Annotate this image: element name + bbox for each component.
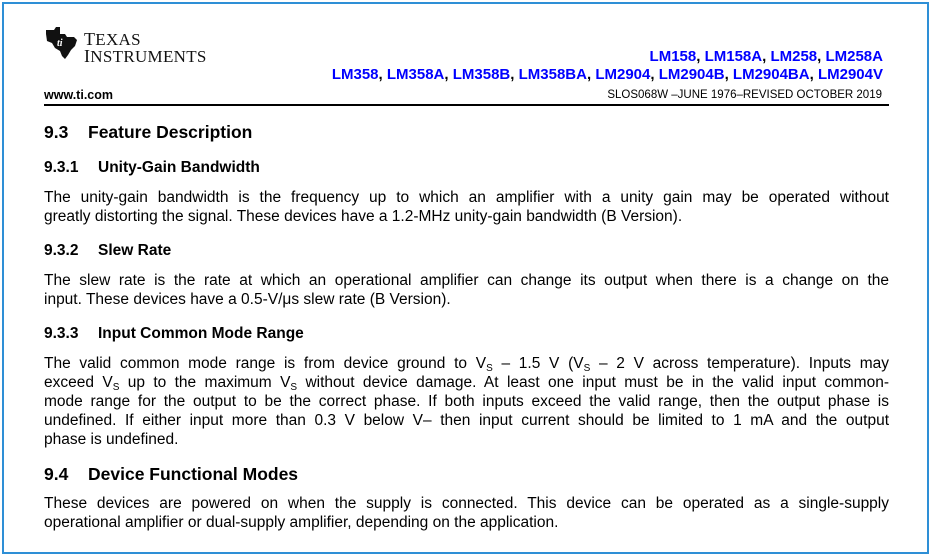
part-number-link[interactable]: LM2904V (817, 66, 883, 83)
part-separator: , (809, 66, 818, 83)
part-separator: , (696, 48, 705, 65)
text-line: The slew rate is the rate at which an operational amplifier can change its output when there is a change on the (44, 272, 889, 289)
header-rule (44, 104, 889, 106)
section-number: 9.3 (44, 122, 69, 142)
part-number-link[interactable]: LM158 (649, 48, 697, 65)
text-line: undefined. If either input more than 0.3 V below V– then input current should be limited to 1 mA and the output (44, 412, 889, 429)
paragraph-unity-gain (44, 188, 889, 226)
part-separator: , (724, 66, 733, 83)
text-line: The valid common mode range is from device ground to $V_S - 1.5$ V ($V_S - 2$ V across temperature). Inputs may (44, 355, 890, 374)
text-line: input. These devices have a 0.5-V/μs slew rate (B Version). (44, 291, 451, 308)
logo-wordmark-texas: TEXAS (84, 29, 141, 49)
section-title: Feature Description (88, 122, 253, 142)
part-separator: , (510, 66, 519, 83)
document-number: SLOS068W –JUNE 1976–REVISED OCTOBER 2019 (607, 89, 882, 101)
part-number-link[interactable]: LM358 (331, 66, 379, 83)
part-number-link[interactable]: LM2904 (595, 66, 651, 83)
section-heading-feature-description (44, 122, 252, 143)
part-number-link[interactable]: LM158A (704, 48, 763, 65)
document-page (2, 2, 929, 554)
subsection-title: Slew Rate (98, 242, 172, 259)
part-number-link[interactable]: LM2904B (658, 66, 725, 83)
section-number: 9.4 (44, 464, 69, 484)
part-number-link[interactable]: LM358BA (518, 66, 587, 83)
part-separator: , (378, 66, 387, 83)
subsection-heading-slew-rate (44, 242, 171, 260)
part-number-link[interactable]: LM258A (825, 48, 883, 65)
part-numbers-line1 (650, 48, 883, 66)
text-line: These devices are powered on when the supply is connected. This device can be operated as a single-supply (44, 495, 889, 512)
subsection-number: 9.3.2 (44, 242, 79, 259)
text-line: greatly distorting the signal. These devices have a 1.2-MHz unity-gain bandwidth (B Version). (44, 208, 683, 225)
text-line: exceed $V_S$ up to the maximum $V_S$ without device damage. At least one input must be in the valid input common- (44, 374, 889, 393)
subsection-heading-input-common-mode (44, 325, 304, 343)
section-heading-functional-modes (44, 464, 298, 485)
subsection-title: Input Common Mode Range (98, 325, 304, 342)
part-separator: , (586, 66, 596, 83)
section-title: Device Functional Modes (88, 464, 299, 484)
website-link[interactable]: www.ti.com (44, 88, 113, 102)
subsection-number: 9.3.3 (44, 325, 79, 342)
part-separator: , (762, 48, 771, 65)
part-number-link[interactable]: LM358B (452, 66, 511, 83)
text-line: phase is undefined. (44, 431, 179, 448)
text-line: The unity-gain bandwidth is the frequency up to which an amplifier with a unity gain may be operated without (44, 189, 889, 206)
part-separator: , (444, 66, 453, 83)
part-separator: , (817, 48, 826, 65)
texas-state-logo-icon (44, 26, 80, 60)
paragraph-functional-modes (44, 494, 889, 532)
text-line: operational amplifier or dual-supply amplifier, depending on the application. (44, 514, 559, 531)
part-number-link[interactable]: LM2904BA (732, 66, 810, 83)
paragraph-slew-rate (44, 271, 889, 309)
part-separator: , (650, 66, 659, 83)
svg-text:ti: ti (57, 38, 63, 49)
subsection-title: Unity-Gain Bandwidth (98, 159, 260, 176)
part-numbers-line2 (332, 66, 883, 84)
logo-wordmark-instruments: INSTRUMENTS (84, 46, 207, 66)
ti-logo (44, 26, 214, 68)
paragraph-input-common-mode (44, 354, 889, 449)
subsection-heading-unity-gain (44, 159, 260, 177)
part-number-link[interactable]: LM358A (386, 66, 445, 83)
part-number-link[interactable]: LM258 (770, 48, 818, 65)
text-line: mode range for the output to be the correct phase. If both inputs exceed the valid range, then the output phase is (44, 393, 889, 410)
subsection-number: 9.3.1 (44, 159, 79, 176)
